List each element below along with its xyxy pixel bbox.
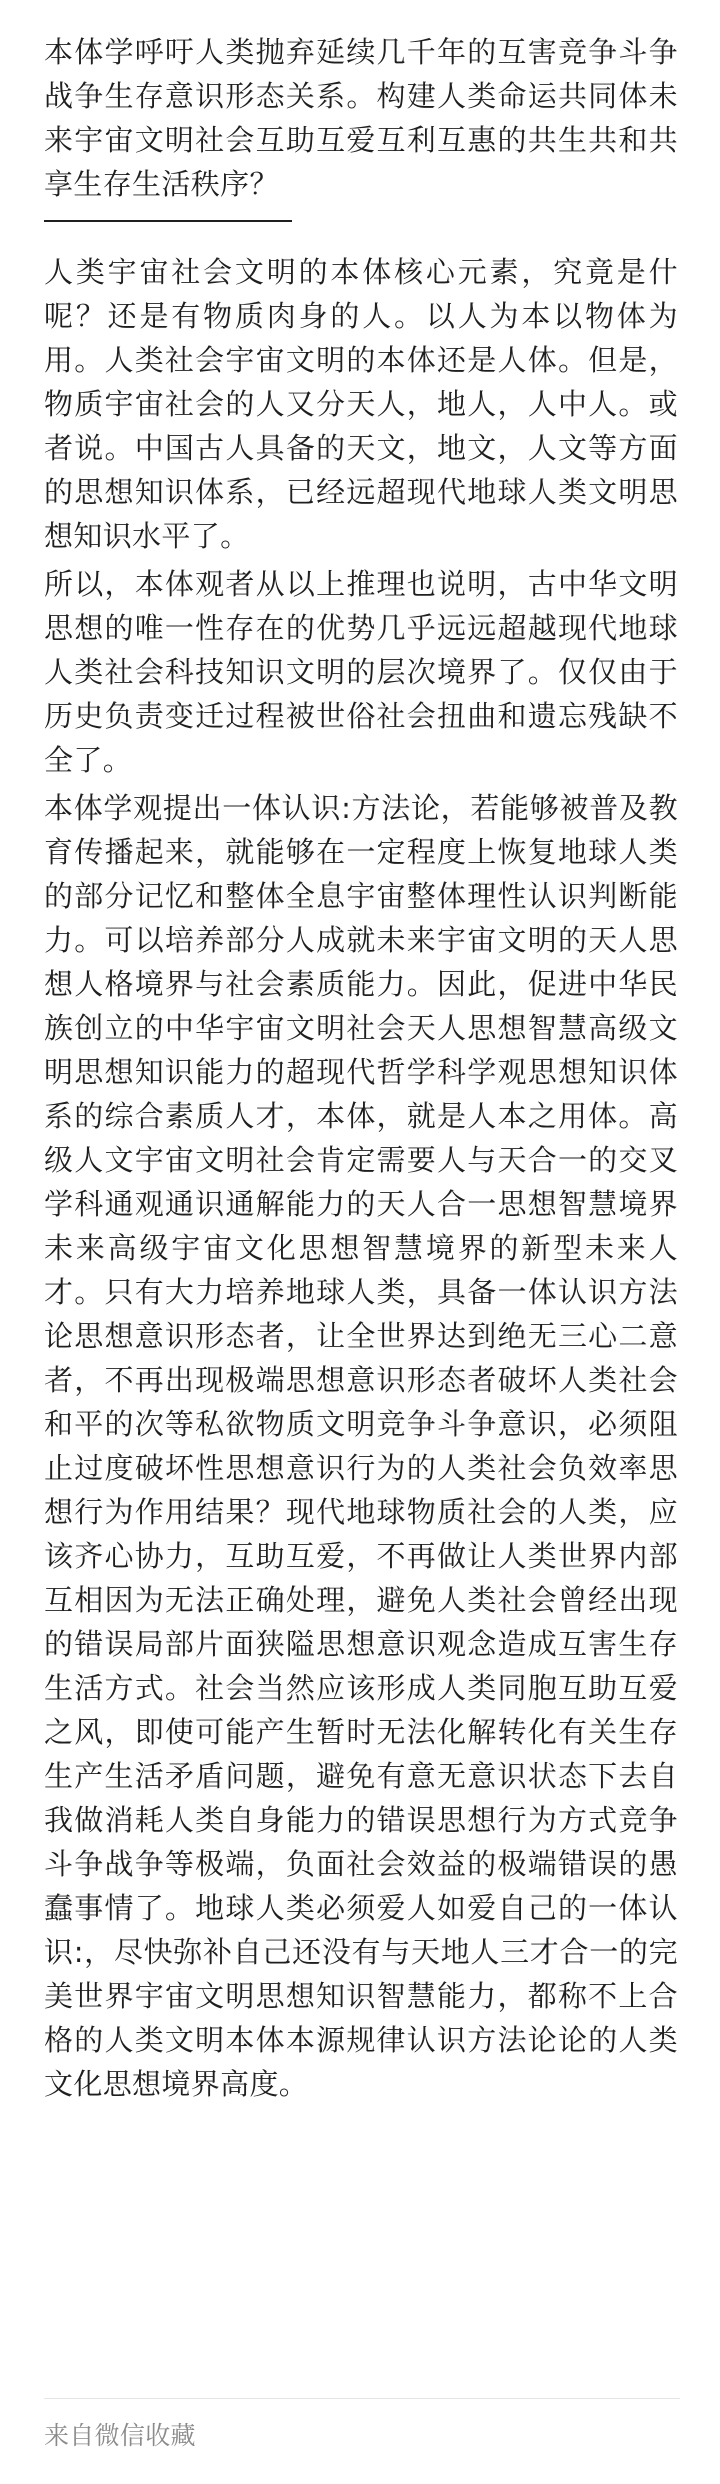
paragraph-2: 所以，本体观者从以上推理也说明，古中华文明思想的唯一性存在的优势几乎远远超越现代地球人类社会科技知识文明的层次境界了。仅仅由于历史负责变迁过程被世俗社会扭曲和遗忘残缺不全了。 <box>44 567 678 777</box>
divider <box>44 220 292 222</box>
post-lead: 本体学呼吁人类抛弃延续几千年的互害竞争斗争战争生存意识形态关系。构建人类命运共同体未来宇宙文明社会互助互爱互利互惠的共生共和共享生存生活秩序？ <box>44 35 678 201</box>
paragraph-3: 本体学观提出一体认识:方法论，若能够被普及教育传播起来，就能够在一定程度上恢复地球人类的部分记忆和整体全息宇宙整体理性认识判断能力。可以培养部分人成就未来宇宙文明的天人思想人格境界与社会素质能力。因此，促进中华民族创立的中华宇宙文明社会天人思想智慧高级文明思想知识能力的超现代哲学科学观思想知识体系的综合素质人才，本体，就是人本之用体。高级人文宇宙文明社会肯定需要人与天合一的交叉学科通观通识通解能力的天人合一思想智慧境界未来高级宇宙文化思想智慧境界的新型未来人才。只有大力培养地球人类，具备一体认识方法论思想意识形态者，让全世界达到绝无三心二意者，不再出现极端思想意识形态者破坏人类社会和平的次等私欲物质文明竞争斗争意识，必须阻止过度破坏性思想意识行为的人类社会负效率思想行为作用结果？现代地球物质社会的人类，应该齐心协力，互助互爱，不再做让人类世界内部互相因为无法正确处理，避免人类社会曾经出现的错误局部片面狭隘思想意识观念造成互害生存生活方式。社会当然应该形成人类同胞互助互爱之风，即使可能产生暂时无法化解转化有关生存生产生活矛盾问题，避免有意无意识状态下去自我做消耗人类自身能力的错误思想行为方式竞争斗争战争等极端，负面社会效益的极端错误的愚蠢事情了。地球人类必须爱人如爱自己的一体认识:，尽快弥补自己还没有与天地人三才合一的完美世界宇宙文明思想知识智慧能力，都称不上合格的人类文明本体本源规律认识方法论论的人类文化思想境界高度。 <box>44 791 678 2101</box>
post-content <box>44 30 678 2106</box>
footer-divider <box>44 2398 680 2399</box>
paragraph-1: 人类宇宙社会文明的本体核心元素，究竟是什呢？还是有物质肉身的人。以人为本以物体为用。人类社会宇宙文明的本体还是人体。但是，物质宇宙社会的人又分天人，地人，人中人。或者说。中国古人具备的天文，地文，人文等方面的思想知识体系，已经远超现代地球人类文明思想知识水平了。 <box>44 255 678 553</box>
source-label[interactable]: 来自微信收藏 <box>44 2421 196 2450</box>
post-footer <box>0 2398 720 2450</box>
